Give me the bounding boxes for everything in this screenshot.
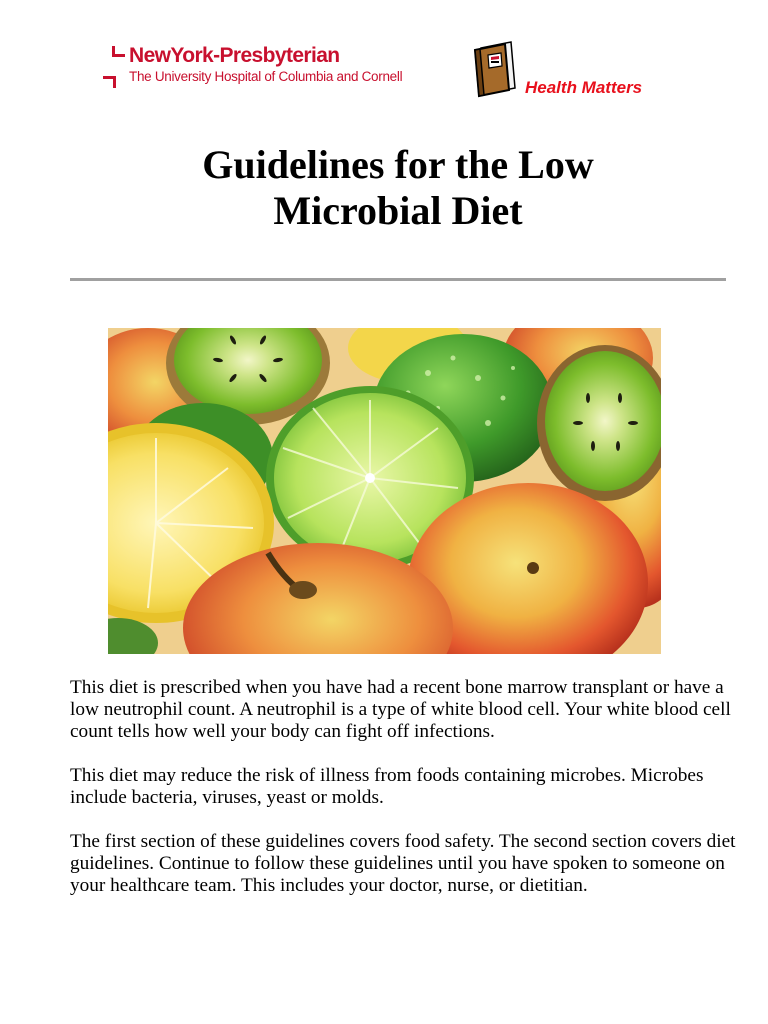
title-line-1: Guidelines for the Low bbox=[202, 142, 594, 187]
hospital-subtitle: The University Hospital of Columbia and Cornell bbox=[129, 69, 403, 84]
document-body bbox=[70, 677, 740, 919]
hospital-name: NewYork-Presbyterian bbox=[129, 44, 340, 67]
title-line-2: Microbial Diet bbox=[273, 188, 523, 233]
fruit-photo bbox=[108, 328, 661, 654]
hospital-logo bbox=[103, 44, 448, 90]
book-icon bbox=[471, 40, 517, 98]
title-divider bbox=[70, 278, 726, 281]
paragraph-3: The first section of these guidelines covers food safety. The second section covers diet guidelines. Continue to follow these guidelines until you have spoken to someone on your healthcare team. This includes your doctor, nurse, or dietitian. bbox=[70, 831, 736, 896]
health-matters-label: Health Matters bbox=[525, 78, 643, 97]
paragraph-2: This diet may reduce the risk of illness from foods containing microbes. Microbes include bacteria, viruses, yeast or molds. bbox=[70, 765, 704, 808]
logo-mark-icon bbox=[103, 46, 125, 88]
paragraph-1: This diet is prescribed when you have had a recent bone marrow transplant or have a low neutrophil count. A neutrophil is a type of white blood cell. Your white blood cell count tells how well your body can fight off infections. bbox=[70, 677, 731, 742]
document-title bbox=[70, 142, 726, 234]
